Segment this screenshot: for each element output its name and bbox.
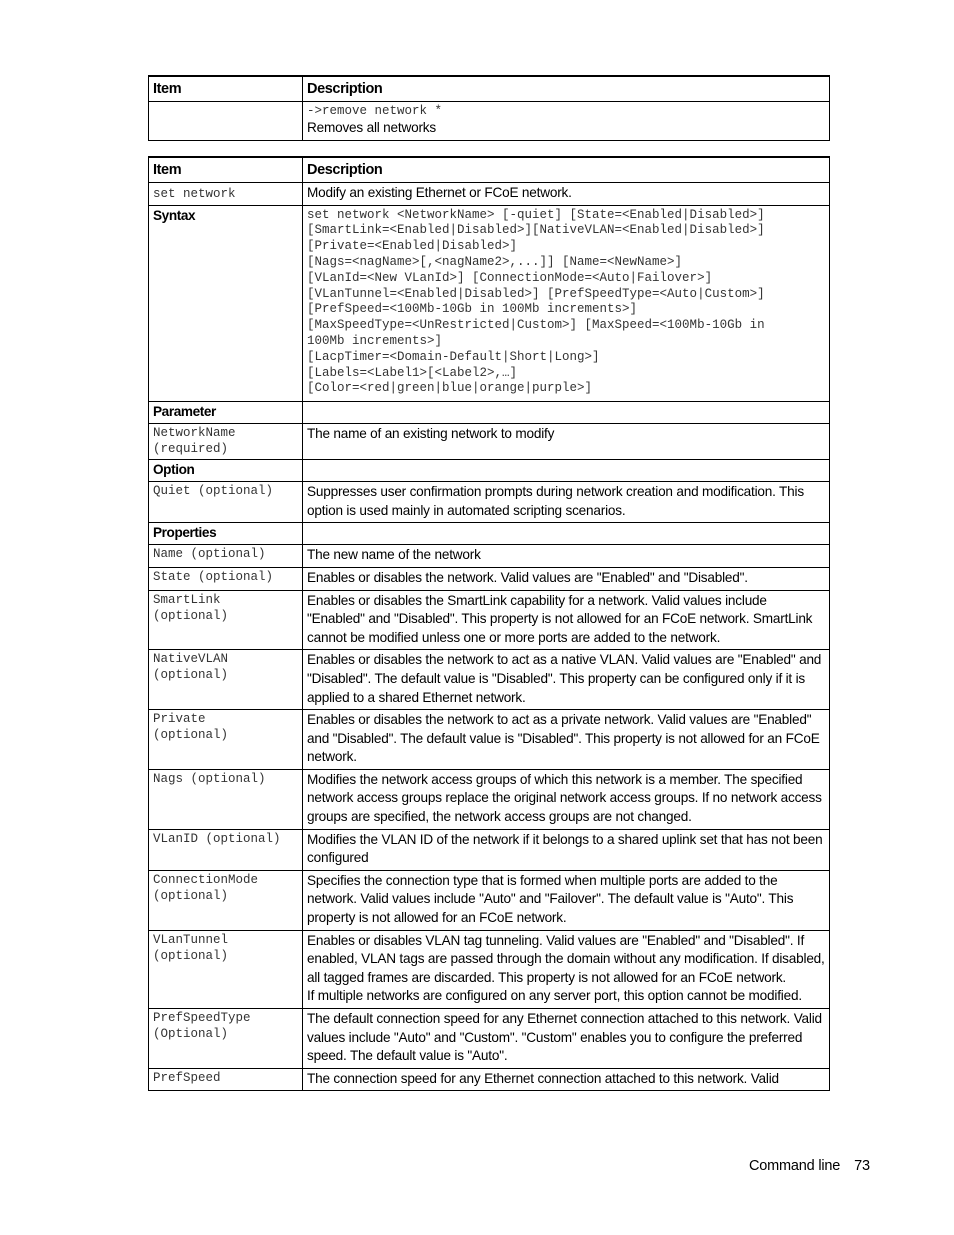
property-description: The new name of the network <box>303 545 830 568</box>
option-description: Suppresses user confirmation prompts during network creation and modification. This option is used mainly in automated scripting scenarios. <box>303 482 830 523</box>
syntax-line: [VLanTunnel=<Enabled|Disabled>] [PrefSpeedType=<Auto|Custom>] <box>307 286 765 301</box>
description-cell <box>303 102 830 141</box>
property-name: Name (optional) <box>149 545 303 568</box>
syntax-line: set network <NetworkName> [-quiet] [State=<Enabled|Disabled>] <box>307 207 765 222</box>
table-row <box>149 769 830 829</box>
property-description: Modifies the VLAN ID of the network if it belongs to a shared uplink set that has not been configured <box>303 829 830 870</box>
table-row <box>149 829 830 870</box>
property-name: Private (optional) <box>149 710 303 770</box>
table-row <box>149 650 830 710</box>
property-description: The connection speed for any Ethernet connection attached to this network. Valid <box>303 1068 830 1091</box>
syntax-line: [VLanId=<New VLanId>] [ConnectionMode=<Auto|Failover>] <box>307 270 713 285</box>
section-row-parameter <box>149 402 830 424</box>
empty-cell <box>303 460 830 482</box>
option-label: Option <box>149 460 303 482</box>
syntax-line: [SmartLink=<Enabled|Disabled>][NativeVLAN=<Enabled|Disabled>] <box>307 223 765 238</box>
set-network-table <box>148 156 830 1091</box>
table-header-row <box>149 157 830 183</box>
table-row <box>149 590 830 650</box>
syntax-row <box>149 205 830 402</box>
property-description: Modifies the network access groups of which this network is a member. The specified network access groups replace the original network access groups. If no network access groups are specified, the network access groups are not changed. <box>303 769 830 829</box>
property-name: Nags (optional) <box>149 769 303 829</box>
table-row <box>149 567 830 590</box>
parameter-label: Parameter <box>149 402 303 424</box>
table-row <box>149 183 830 206</box>
description-text: Removes all networks <box>307 120 436 135</box>
table-row <box>149 710 830 770</box>
table-row <box>149 930 830 1008</box>
syntax-line: [PrefSpeed=<100Mb-10Gb in 100Mb increments>] <box>307 302 638 317</box>
property-description: Enables or disables the network to act as a private network. Valid values are "Enabled" and "Disabled". The default value is "Disabled". This property is not allowed for an FCoE network. <box>303 710 830 770</box>
empty-cell <box>303 523 830 545</box>
syntax-line: [Private=<Enabled|Disabled>] <box>307 239 518 254</box>
empty-cell <box>303 402 830 424</box>
syntax-line: 100Mb increments>] <box>307 333 443 348</box>
item-header: Item <box>149 157 303 183</box>
table-row <box>149 545 830 568</box>
section-row-option <box>149 460 830 482</box>
property-name: SmartLink (optional) <box>149 590 303 650</box>
item-header: Item <box>149 76 303 102</box>
table-row <box>149 424 830 460</box>
properties-label: Properties <box>149 523 303 545</box>
description-header: Description <box>303 157 830 183</box>
table-row <box>149 482 830 523</box>
property-description: Enables or disables the network. Valid values are "Enabled" and "Disabled". <box>303 567 830 590</box>
property-description: Enables or disables the network to act as a native VLAN. Valid values are "Enabled" and "Disabled". The default value is "Disabled". This property can be configured only if it is applied to a shared Ethernet network. <box>303 650 830 710</box>
option-name: Quiet (optional) <box>149 482 303 523</box>
property-name: State (optional) <box>149 567 303 590</box>
parameter-name: NetworkName (required) <box>149 424 303 460</box>
property-description-cell <box>303 930 830 1008</box>
section-row-properties <box>149 523 830 545</box>
syntax-label: Syntax <box>149 205 303 402</box>
syntax-line: [MaxSpeedType=<UnRestricted|Custom>] [MaxSpeed=<100Mb-10Gb in <box>307 318 765 333</box>
property-description: Specifies the connection type that is formed when multiple ports are added to the network. Valid values include "Auto" and "Failover". The default value is "Auto". This property is not allowed for an FCoE network. <box>303 870 830 930</box>
property-description-note: If multiple networks are configured on any server port, this option cannot be modified. <box>307 988 802 1004</box>
syntax-line: [LacpTimer=<Domain-Default|Short|Long>] <box>307 349 600 364</box>
table-row <box>149 102 830 141</box>
empty-cell <box>149 102 303 141</box>
page-number: 73 <box>854 1158 870 1174</box>
table-row <box>149 1068 830 1091</box>
property-description: The default connection speed for any Ethernet connection attached to this network. Valid values include "Auto" and "Custom". "Custom" enables you to configure the preferred speed. The default value is "Auto". <box>303 1009 830 1069</box>
property-description: Enables or disables the SmartLink capability for a network. Valid values include "Enabled" and "Disabled". This property is not allowed for an FCoE network. SmartLink cannot be modified unless one or more ports are added to the network. <box>303 590 830 650</box>
table-row <box>149 1009 830 1069</box>
parameter-description: The name of an existing network to modify <box>303 424 830 460</box>
syntax-line: [Labels=<Label1>[<Label2>,…] <box>307 365 518 380</box>
property-name: VLanID (optional) <box>149 829 303 870</box>
property-description: Enables or disables VLAN tag tunneling. Valid values are "Enabled" and "Disabled". If enabled, VLAN tags are passed through the domain without any modification. If disabled, all tagged frames are discarded. This property is not allowed for an FCoE network. <box>307 932 825 985</box>
command-example: ->remove network * <box>307 104 443 118</box>
syntax-line: [Nags=<nagName>[,<nagName2>,...]] [Name=<NewName>] <box>307 254 683 269</box>
command-description: Modify an existing Ethernet or FCoE network. <box>303 183 830 206</box>
table-header-row <box>149 76 830 102</box>
command-name: set network <box>149 183 303 206</box>
table-row <box>149 870 830 930</box>
remove-network-table <box>148 75 830 141</box>
property-name: PrefSpeedType (Optional) <box>149 1009 303 1069</box>
description-header: Description <box>303 76 830 102</box>
property-name: NativeVLAN (optional) <box>149 650 303 710</box>
syntax-line: [Color=<red|green|blue|orange|purple>] <box>307 381 593 396</box>
property-name: PrefSpeed <box>149 1068 303 1091</box>
syntax-cell <box>303 205 830 402</box>
footer-section-title: Command line <box>749 1158 841 1174</box>
property-name: VLanTunnel (optional) <box>149 930 303 1008</box>
property-name: ConnectionMode (optional) <box>149 870 303 930</box>
page-footer <box>749 1158 870 1174</box>
